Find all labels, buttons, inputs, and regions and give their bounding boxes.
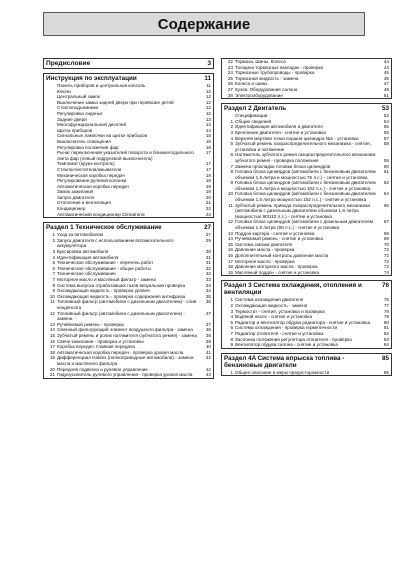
toc-entry-page: 51: [383, 92, 389, 98]
toc-entry-page: 72: [383, 247, 389, 253]
toc-entry-title: Запуск двигателя: [57, 194, 94, 200]
toc-entry-number: 15: [49, 332, 55, 338]
instructions-header[interactable]: [44, 74, 213, 83]
toc-entry-page: 37: [205, 321, 211, 327]
toc-entry-page: 12: [205, 88, 211, 94]
toc-entry-page: 76: [383, 297, 389, 303]
toc-entry[interactable]: [222, 180, 391, 191]
toc-entry-page: 16: [205, 144, 211, 150]
toc-entry-number: 23: [227, 64, 233, 70]
toc-entry-page: 18: [205, 172, 211, 178]
toc-entry-number: 1: [52, 232, 55, 238]
toc-entry-title: Водяной насос - снятие и установка: [235, 314, 313, 320]
toc-entry-title: Зубчатый ремень и ролик натяжителя (зубчатого ремня) - замена: [57, 332, 197, 338]
toc-entry-title: Кузов. Оборудование салона: [235, 86, 298, 92]
toc-entry-number: 6: [230, 325, 233, 331]
section4a-header[interactable]: [222, 354, 391, 370]
section4a-box: [221, 353, 392, 377]
toc-entry-title: Система охлаждения - проверка герметичности: [235, 325, 338, 331]
toc-entry-page: 31: [205, 254, 211, 260]
toc-entry[interactable]: [222, 270, 391, 276]
section1-header[interactable]: [44, 223, 213, 232]
toc-entry-page: 17: [205, 150, 211, 156]
toc-entry-page: 17: [205, 166, 211, 172]
toc-entry-title: Механическая коробка передач: [57, 172, 125, 178]
toc-entry-page: 69: [383, 236, 389, 242]
toc-entry-number: 19: [227, 269, 233, 275]
toc-entry-page: 24: [205, 211, 211, 217]
toc-entry-page: 61: [383, 169, 389, 175]
toc-entry-number: 1: [230, 297, 233, 303]
toc-entry[interactable]: [44, 299, 213, 310]
toc-entry-title: Щиток приборов: [57, 127, 93, 133]
toc-entry-page: 44: [383, 59, 389, 64]
toc-entry-title: Сменный фильтрующий элемент воздушного фильтра - замена: [57, 327, 193, 333]
preface-entry[interactable]: [44, 59, 213, 68]
toc-entry-title: Головка блока цилиндров (автомобили с бензиновым двигателем объемом 1,6 литра и мощностью 102 л.с.) - снятие и установка: [235, 180, 376, 191]
toc-entry-title: Автоматический кондиционер Climatronic: [57, 211, 146, 217]
toc-entry-number: 7: [230, 330, 233, 336]
toc-entry-number: 4: [52, 254, 55, 260]
toc-entry-number: 13: [227, 230, 233, 236]
toc-entry-title: Радиатор отопителя - снятие и установка: [235, 330, 324, 336]
toc-entry-page: 78: [383, 308, 389, 314]
toc-entry-title: Спецификации: [235, 113, 268, 119]
toc-entry-title: Уход за автомобилем: [57, 232, 104, 238]
toc-entry-title: Темпомат (круиз-контроль): [57, 161, 115, 167]
section2-header[interactable]: [222, 104, 391, 113]
toc-entry-page: 13: [205, 122, 211, 128]
toc-entry-number: 3: [52, 249, 55, 255]
toc-entry-page: 38: [205, 332, 211, 338]
toc-entry-title: Стеклоочистители/омыватели: [57, 166, 122, 172]
toc-entry-title: Буксировка автомобиля: [57, 249, 109, 255]
toc-entry-page: 79: [383, 314, 389, 320]
toc-entry-page: 70: [383, 241, 389, 247]
toc-entry-page: 85: [383, 369, 389, 375]
toc-entry-page: 45: [383, 70, 389, 76]
toc-entry-title: Ручейковый ремень - снятие и установка: [235, 236, 323, 242]
toc-entry-title: Зубчатый ремень газораспределительного механизма - снятие, установка и натяжение: [235, 141, 371, 152]
toc-entry-title: Идентификация автомобиля: [57, 254, 119, 260]
toc-entry-title: Тормозная жидкость - замена: [235, 75, 299, 81]
toc-entry-page: 83: [383, 336, 389, 342]
toc-entry-title: Натяжитель зубчатого ремня газораспределительного механизма: [235, 152, 376, 158]
section3-header[interactable]: [222, 281, 391, 297]
toc-entry-page: 82: [383, 330, 389, 336]
toc-entry-number: 3: [230, 308, 233, 314]
right-column: [221, 58, 392, 380]
toc-entry-page: 19: [205, 189, 211, 195]
toc-entry-number: 28: [227, 92, 233, 98]
toc-entry-page: 27: [205, 232, 211, 238]
toc-entry-number: 5: [52, 260, 55, 266]
toc-entry-number: 15: [227, 241, 233, 247]
toc-entry-number: 12: [227, 219, 233, 225]
toc-entry-number: 11: [228, 202, 233, 208]
toc-entry-title: Термостат - снятие, установка и проверка: [235, 308, 325, 314]
toc-entry-title: Многофункциональный дисплей: [57, 122, 127, 128]
toc-entry-title: Ручейковый ремень - проверка: [57, 321, 124, 327]
toc-entry-page: 34: [205, 282, 211, 288]
toc-entry-page: 45: [383, 75, 389, 81]
toc-entry[interactable]: [44, 238, 213, 249]
toc-entry-page: 32: [205, 271, 211, 277]
toc-entry[interactable]: [44, 355, 213, 366]
toc-entry-title: Сигнальные лампочки на щитке приборов: [57, 133, 148, 139]
toc-entry-title: Панель приборов и центральная консоль: [57, 83, 146, 88]
toc-entry-number: 8: [52, 282, 55, 288]
toc-entry-page: 81: [383, 325, 389, 331]
toc-entry-number: 14: [227, 236, 233, 242]
toc-entry-page: 17: [205, 161, 211, 167]
preface-page: 3: [207, 60, 211, 67]
toc-entry-title: Отопление и вентиляция: [57, 200, 111, 206]
section3-page: 76: [381, 282, 389, 290]
toc-entry-title: Колеса и шины: [235, 81, 268, 87]
toc-entry-title: Тормозные трубопроводы - проверка: [235, 70, 315, 76]
toc-entry-page: 31: [205, 260, 211, 266]
section4a-title: Раздел 4A Система впрыска топлива - бензиновые двигатели: [224, 354, 345, 369]
toc-entry-number: 25: [227, 75, 233, 81]
toc-entry-page: 64: [383, 191, 389, 197]
toc-entry-page: 38: [205, 327, 211, 333]
toc-entry-page: 73: [383, 264, 389, 270]
toc-entry-page: 16: [205, 138, 211, 144]
toc-entry-page: 30: [205, 249, 211, 255]
toc-entry-number: 7: [230, 163, 233, 169]
toc-entry-title: Давление масла - проверка: [235, 247, 295, 253]
toc-entry-title: Передняя подвеска и рулевое управление: [57, 366, 148, 372]
toc-entry-title: Рычаг переключения указателей поворота и ближнего/дальнего света фар (левый подрулевой выключатель): [57, 150, 194, 161]
toc-entry-title: Система охлаждения двигателя: [235, 297, 304, 303]
toc-entry-number: 17: [49, 344, 55, 350]
top-items-box: [221, 58, 392, 99]
toc-entry-number: 8: [230, 336, 233, 342]
toc-entry-title: Общие сведения: [235, 118, 272, 124]
toc-entry-title: Тормоза. Шины. Колеса: [235, 59, 286, 64]
toc-entry-title: Техническое обслуживание - перечень работ: [57, 260, 154, 266]
toc-entry-title: Свечи зажигания - проверка и установка: [57, 338, 144, 344]
section1-page: 27: [203, 224, 211, 232]
toc-entry-title: Система выпуска отработавших газов визуальная проверка: [57, 282, 186, 288]
toc-entry-page: 73: [383, 258, 389, 264]
toc-entry-title: Автоматическая коробка передач: [57, 183, 129, 189]
toc-entry-page: 15: [205, 133, 211, 139]
toc-entry-title: Давление моторного масла - проверка: [235, 264, 318, 270]
toc-entry-page: 58: [383, 141, 389, 147]
toc-entry-number: 16: [49, 338, 55, 344]
toc-entry-title: Дифференциал Haldex (полноприводные автомобили) - замена масла и масляного фильтра: [57, 355, 194, 366]
toc-entry-number: 17: [227, 258, 233, 264]
toc-entry[interactable]: [222, 203, 391, 220]
toc-entry-number: 16: [227, 253, 233, 258]
toc-entry-page: 32: [205, 265, 211, 271]
toc-entry-page: 22: [205, 206, 211, 212]
toc-entry-number: 2: [230, 124, 233, 130]
toc-entry-page: 77: [383, 302, 389, 308]
toc-entry-number: 1: [230, 369, 233, 375]
toc-entry-page: 69: [383, 230, 389, 236]
toc-entry-page: 29: [205, 237, 211, 243]
toc-entry-page: 67: [383, 219, 389, 225]
toc-entry-page: 66: [383, 202, 389, 208]
toc-entry[interactable]: [44, 212, 213, 218]
toc-entry-title: Головка блока цилиндров (автомобили с бензиновым двигателем объемом 1,6 литра мощностью 102 л.с.) - снятие и установка: [235, 191, 376, 203]
toc-entry-title: Выключение замка задней двери при перевозке детей: [57, 99, 174, 105]
toc-entry-page: 42: [205, 355, 211, 361]
section2-title: Раздел 2 Двигатель: [224, 105, 287, 113]
preface-title: Предисловие: [46, 60, 91, 67]
toc-entry-number: 18: [227, 264, 233, 270]
section4a-page: 85: [381, 354, 389, 362]
toc-entry-title: Электрооборудование: [235, 92, 283, 98]
toc-entry-number: 4: [230, 314, 233, 320]
toc-entry-title: Идентификация автомобиля и двигателя: [235, 124, 323, 130]
toc-entry-page: 36: [205, 299, 211, 305]
toc-entry-title: Стеклоподъемники: [57, 105, 99, 111]
section3-list: [222, 297, 391, 347]
toc-entry-title: Масляный поддон - снятие и установка: [235, 269, 320, 275]
toc-entry-title: Дополнительный контроль давления масла: [235, 253, 329, 258]
toc-entry-page: 18: [205, 178, 211, 184]
toc-entry-title: Общее описание и меры предосторожности: [235, 369, 330, 375]
toc-entry-number: 9: [52, 288, 55, 294]
toc-entry[interactable]: [44, 150, 213, 161]
left-column: [43, 58, 214, 383]
toc-entry-title: Ключи: [57, 88, 71, 94]
toc-entry-page: 12: [205, 105, 211, 111]
toc-entry[interactable]: [222, 93, 391, 99]
toc-entry-page: 57: [383, 135, 389, 141]
toc-entry-page: 39: [205, 338, 211, 344]
toc-entry-title: Зубчатый ремень привода газораспределительного механизма (автомобили с дизельным двигателем объемом 1,9 литра (мощностью 90/110 л.с.) - снятие и установка: [235, 202, 370, 219]
toc-entry-page: 54: [383, 118, 389, 124]
toc-entry-title: Регулировка положения фар: [57, 144, 119, 150]
toc-entry-number: 6: [52, 265, 55, 271]
toc-entry-page: 41: [205, 349, 211, 355]
toc-entry-title: Топливный фильтр (автомобили с дизельным двигателем) - слив конденсата: [57, 299, 197, 310]
instructions-list: [44, 83, 213, 217]
toc-entry-page: 74: [383, 269, 389, 275]
toc-entry[interactable]: [222, 141, 391, 152]
toc-entry-page: 42: [205, 366, 211, 372]
top-items-list: [222, 59, 391, 98]
toc-entry-page: 53: [383, 113, 389, 119]
section3-box: [221, 280, 392, 348]
section1-box: [43, 222, 214, 378]
toc-entry-title: Верхняя мертвая точка поршня цилиндра №1 - установка: [235, 135, 359, 141]
toc-entry-number: 11: [50, 299, 55, 305]
toc-entry[interactable]: [44, 311, 213, 322]
toc-entry-page: 62: [383, 180, 389, 186]
toc-entry-title: Выключатель освещения: [57, 138, 111, 144]
toc-entry-number: 20: [49, 366, 55, 372]
toc-entry-title: Охлаждающая жидкость - замена: [235, 302, 308, 308]
toc-entry-title: Автоматическая коробка передач - проверка уровня масла: [57, 349, 184, 355]
toc-entry-page: 55: [383, 129, 389, 135]
toc-entry-title: Радиатор и вентилятор обдува радиатора - снятие и установка: [235, 319, 371, 325]
toc-entry-title: Головка блока цилиндров (автомобили с дизельным двигателем объемом 1,9 литра (90 л.с.) - снятие и установка: [235, 219, 374, 231]
toc-entry[interactable]: [222, 169, 391, 180]
toc-entry-page: 12: [205, 94, 211, 100]
toc-entry-number: 9: [230, 342, 233, 348]
toc-entry-title: Вентилятор обдува салона - снятие и установка: [235, 342, 338, 348]
toc-entry-page: 60: [383, 163, 389, 169]
toc-entry-number: 22: [227, 59, 233, 64]
toc-entry-number: 9: [230, 180, 233, 186]
toc-entry-number: 10: [227, 191, 233, 197]
toc-entry-page: 33: [205, 277, 211, 282]
toc-entry-title: Головка блока цилиндров (автомобили с бензиновым двигателем объемом 1,6 литра и мощностью 75 л.с.) - снятие и установка: [235, 169, 376, 180]
toc-entry-number: 4: [230, 135, 233, 141]
section2-page: 53: [381, 105, 389, 113]
toc-entry-page: 12: [205, 110, 211, 116]
section3-title: Раздел 3 Система охлаждения, отопления и вентиляции: [224, 282, 362, 297]
toc-entry-title: Моторное масло - проверка: [235, 258, 295, 264]
section2-list: [222, 113, 391, 275]
toc-entry-title: Центральный замок: [57, 94, 100, 100]
instructions-page: 11: [204, 75, 211, 82]
toc-entry[interactable]: [222, 219, 391, 230]
toc-entry-title: Замена прокладки головки блока цилиндров: [235, 163, 331, 169]
toc-entry-title: Система смазки двигателя: [235, 241, 293, 247]
page-title: Содержание: [157, 15, 251, 33]
toc-entry-number: 21: [49, 372, 55, 378]
toc-entry-title: Толщина тормозных накладок - проверка: [235, 64, 324, 70]
toc-entry-number: 26: [227, 81, 233, 87]
toc-entry-page: 34: [205, 288, 211, 294]
toc-entry-title: Техническое обслуживание: [57, 271, 116, 277]
toc-entry-number: 14: [49, 327, 55, 333]
instructions-title: Инструкция по эксплуатации: [46, 75, 137, 82]
toc-entry-title: Крепление двигателя - снятие и установка: [235, 129, 326, 135]
toc-entry-number: 13: [49, 321, 55, 327]
toc-entry-title: Задние двери: [57, 116, 87, 122]
toc-entry-number: 5: [230, 141, 233, 147]
toc-entry-number: 6: [230, 152, 233, 158]
toc-entry-page: 55: [383, 124, 389, 130]
toc-entry-title: Регулировка сиденья: [57, 110, 103, 116]
toc-entry[interactable]: [222, 342, 391, 348]
toc-entry-number: 8: [230, 169, 233, 175]
toc-entry-number: 7: [52, 271, 55, 277]
toc-entry-number: 7: [52, 277, 55, 282]
toc-entry[interactable]: [222, 370, 391, 376]
preface-box: [43, 58, 214, 69]
toc-entry-title: Моторное масло и масляный фильтр - замена: [57, 277, 156, 282]
toc-entry[interactable]: [44, 372, 213, 378]
toc-entry-page: 19: [205, 183, 211, 189]
toc-entry-title: Заслонка положения регулятора отопителя - проверка: [235, 336, 352, 342]
toc-entry-page: 47: [383, 81, 389, 87]
toc-entry-page: 72: [383, 253, 389, 258]
toc-entry-number: 1: [230, 118, 233, 124]
toc-entry-page: 14: [205, 127, 211, 133]
toc-entry-number: 12: [49, 310, 55, 316]
toc-entry-title: Запуск двигателя с использованием вспомогательного аккумулятора: [57, 237, 174, 249]
toc-entry-page: 37: [205, 310, 211, 316]
toc-entry-title: Замок зажигания: [57, 189, 94, 195]
toc-entry-title: Кондиционер: [57, 206, 86, 212]
toc-entry-page: 35: [205, 293, 211, 299]
section2-box: [221, 103, 392, 276]
toc-entry-page: 21: [205, 200, 211, 206]
toc-entry-title: Охлаждающая жидкость - проверка содержания антифриза: [57, 293, 186, 299]
toc-entry-page: 13: [205, 116, 211, 122]
toc-entry-number: 3: [230, 129, 233, 135]
toc-entry-number: 24: [227, 70, 233, 76]
toc-entry-page: 59: [383, 157, 389, 163]
toc-entry-number: 5: [230, 319, 233, 325]
page-title-bar: [43, 12, 365, 36]
section4a-list: [222, 370, 391, 376]
toc-entry-number: 18: [49, 349, 55, 355]
toc-entry-number: 10: [49, 293, 55, 299]
toc-entry-page: 11: [206, 83, 211, 88]
toc-entry-page: 84: [383, 342, 389, 348]
toc-entry-title: Поддон картера - снятие и установка: [235, 230, 315, 236]
toc-entry-page: 43: [205, 372, 211, 378]
toc-entry-page: 40: [205, 344, 211, 350]
toc-entry-title: Регулирование рулевой колонки: [57, 178, 127, 184]
toc-entry-title: зубчатого ремня - проверка положения: [235, 157, 319, 163]
toc-entry-number: 27: [227, 86, 233, 92]
section1-title: Раздел 1 Техническое обслуживание: [46, 224, 162, 232]
toc-entry-title: Техническое обслуживание - общие работы: [57, 265, 151, 271]
toc-entry-title: Охлаждающая жидкость - проверка уровня: [57, 288, 150, 294]
toc-entry-page: 44: [383, 64, 389, 70]
toc-entry-title: Топливный фильтр (автомобили с дизельным двигателем) - замена: [57, 310, 185, 322]
toc-entry-page: 80: [383, 319, 389, 325]
toc-entry-title: Коробка передач. Главная передача: [57, 344, 135, 350]
toc-entry-page: 49: [383, 86, 389, 92]
toc-entry-number: 2: [230, 302, 233, 308]
toc-entry-number: 2: [52, 237, 55, 243]
toc-entry[interactable]: [222, 191, 391, 202]
toc-entry-page: 20: [205, 194, 211, 200]
toc-entry-title: Гидроусилитель рулевого управления - проверка уровня масла: [57, 372, 193, 378]
toc-entry-number: 19: [49, 355, 55, 361]
toc-entry-number: 16: [227, 247, 233, 253]
toc-entry-page: 12: [205, 99, 211, 105]
instructions-box: [43, 73, 214, 218]
section1-list: [44, 232, 213, 377]
